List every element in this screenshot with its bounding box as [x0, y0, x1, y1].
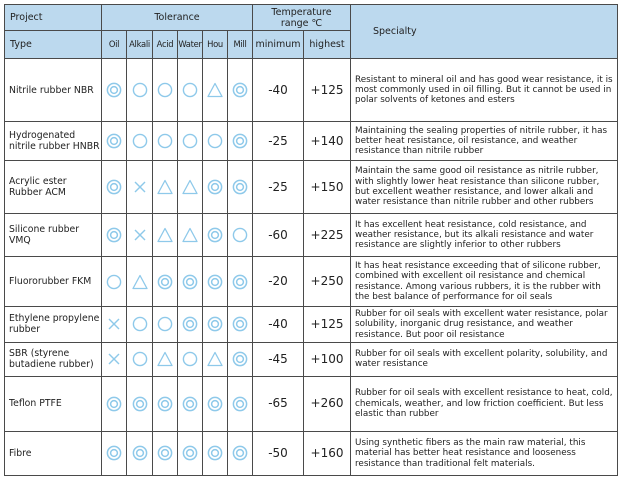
cross-icon — [133, 228, 147, 242]
temperature-highest: +250 — [304, 257, 351, 307]
table-row — [5, 161, 618, 214]
circle-icon — [157, 133, 173, 149]
triangle-icon — [157, 227, 173, 243]
cross-icon — [107, 352, 121, 366]
tolerance-cell-alkali — [127, 161, 153, 214]
double-circle-icon — [157, 274, 173, 290]
temperature-highest: +225 — [304, 214, 351, 257]
tolerance-cell-acid — [153, 161, 178, 214]
tolerance-cell-hou — [203, 431, 228, 475]
tolerance-cell-hou — [203, 214, 228, 257]
tolerance-cell-acid — [153, 342, 178, 376]
circle-icon — [132, 351, 148, 367]
header-type: Type — [5, 31, 102, 59]
triangle-icon — [207, 82, 223, 98]
tolerance-cell-alkali — [127, 257, 153, 307]
triangle-icon — [207, 351, 223, 367]
tolerance-cell-hou — [203, 307, 228, 343]
tolerance-cell-acid — [153, 214, 178, 257]
double-circle-icon — [106, 227, 122, 243]
tolerance-cell-mill — [228, 161, 253, 214]
tolerance-cell-oil — [102, 59, 127, 122]
header-alkali: Alkali — [127, 31, 153, 59]
temperature-highest: +125 — [304, 59, 351, 122]
double-circle-icon — [232, 351, 248, 367]
header-tolerance: Tolerance — [102, 5, 253, 31]
double-circle-icon — [106, 179, 122, 195]
tolerance-cell-hou — [203, 122, 228, 161]
temperature-minimum: -40 — [253, 307, 304, 343]
specialty-text: It has excellent heat resistance, cold resistance, and weather resistance, but its alkali resistance and water resistance are slightly inferior to other rubbers — [351, 214, 618, 257]
material-type: Nitrile rubber NBR — [5, 59, 102, 122]
circle-icon — [132, 316, 148, 332]
double-circle-icon — [157, 445, 173, 461]
material-type: Fluororubber FKM — [5, 257, 102, 307]
tolerance-cell-water — [178, 257, 203, 307]
tolerance-cell-acid — [153, 257, 178, 307]
tolerance-cell-hou — [203, 257, 228, 307]
circle-icon — [157, 316, 173, 332]
tolerance-cell-water — [178, 59, 203, 122]
double-circle-icon — [106, 396, 122, 412]
temperature-highest: +140 — [304, 122, 351, 161]
header-hou: Hou — [203, 31, 228, 59]
material-type: Acrylic ester Rubber ACM — [5, 161, 102, 214]
circle-icon — [207, 133, 223, 149]
double-circle-icon — [157, 396, 173, 412]
tolerance-cell-acid — [153, 376, 178, 431]
tolerance-cell-alkali — [127, 59, 153, 122]
table-row — [5, 307, 618, 343]
temperature-minimum: -20 — [253, 257, 304, 307]
tolerance-cell-alkali — [127, 431, 153, 475]
tolerance-cell-oil — [102, 376, 127, 431]
circle-icon — [182, 133, 198, 149]
double-circle-icon — [106, 82, 122, 98]
double-circle-icon — [232, 179, 248, 195]
specialty-text: It has heat resistance exceeding that of silicone rubber, combined with excellent oil resistance and chemical resistance. Among various rubbers, it is the rubber with the best balance of performance for oil seals — [351, 257, 618, 307]
tolerance-cell-mill — [228, 214, 253, 257]
temperature-highest: +100 — [304, 342, 351, 376]
double-circle-icon — [207, 316, 223, 332]
material-type: Hydrogenated nitrile rubber HNBR — [5, 122, 102, 161]
cross-icon — [107, 317, 121, 331]
temperature-highest: +260 — [304, 376, 351, 431]
temperature-minimum: -25 — [253, 122, 304, 161]
header-minimum: minimum — [253, 31, 304, 59]
tolerance-cell-oil — [102, 214, 127, 257]
tolerance-cell-acid — [153, 122, 178, 161]
tolerance-cell-mill — [228, 307, 253, 343]
double-circle-icon — [106, 445, 122, 461]
tolerance-cell-hou — [203, 376, 228, 431]
material-type: Fibre — [5, 431, 102, 475]
specialty-text: Using synthetic fibers as the main raw material, this material has better heat resistance and looseness resistance than traditional felt materials. — [351, 431, 618, 475]
temperature-highest: +150 — [304, 161, 351, 214]
temperature-highest: +160 — [304, 431, 351, 475]
material-type: Ethylene propylene rubber — [5, 307, 102, 343]
tolerance-cell-mill — [228, 257, 253, 307]
tolerance-cell-acid — [153, 431, 178, 475]
specialty-text: Maintaining the sealing properties of nitrile rubber, it has better heat resistance, oil resistance, and weather resistance than nitrile rubber — [351, 122, 618, 161]
double-circle-icon — [182, 396, 198, 412]
header-temperature — [253, 5, 351, 31]
triangle-icon — [182, 179, 198, 195]
temperature-minimum: -40 — [253, 59, 304, 122]
temperature-minimum: -50 — [253, 431, 304, 475]
tolerance-cell-hou — [203, 342, 228, 376]
header-specialty: Specialty — [351, 5, 618, 59]
header-oil: Oil — [102, 31, 127, 59]
specialty-text: Resistant to mineral oil and has good wear resistance, it is most commonly used in oil filling. But it cannot be used in polar solvents of ketones and esters — [351, 59, 618, 122]
header-highest: highest — [304, 31, 351, 59]
double-circle-icon — [106, 133, 122, 149]
tolerance-cell-alkali — [127, 214, 153, 257]
circle-icon — [182, 82, 198, 98]
tolerance-cell-mill — [228, 376, 253, 431]
double-circle-icon — [207, 396, 223, 412]
header-temperature-line2: range ℃ — [280, 17, 323, 29]
tolerance-cell-oil — [102, 161, 127, 214]
table-row — [5, 214, 618, 257]
temperature-highest: +125 — [304, 307, 351, 343]
triangle-icon — [157, 179, 173, 195]
table-row — [5, 59, 618, 122]
tolerance-cell-alkali — [127, 376, 153, 431]
double-circle-icon — [232, 445, 248, 461]
header-mill: Mill — [228, 31, 253, 59]
circle-icon — [232, 227, 248, 243]
table-row — [5, 431, 618, 475]
temperature-minimum: -60 — [253, 214, 304, 257]
double-circle-icon — [232, 396, 248, 412]
double-circle-icon — [232, 133, 248, 149]
tolerance-cell-water — [178, 431, 203, 475]
tolerance-cell-acid — [153, 59, 178, 122]
specialty-text: Rubber for oil seals with excellent water resistance, polar solubility, inorganic drug resistance, and weather resistance. But poor oil resistance — [351, 307, 618, 343]
tolerance-cell-water — [178, 214, 203, 257]
double-circle-icon — [207, 445, 223, 461]
double-circle-icon — [132, 396, 148, 412]
double-circle-icon — [232, 82, 248, 98]
specialty-text: Maintain the same good oil resistance as nitrile rubber, with slightly lower heat resistance than silicone rubber, but excellent weather resistance, and lower alkali and water resistance than nitrile rubber and other rubbers — [351, 161, 618, 214]
header-project: Project — [5, 5, 102, 31]
triangle-icon — [182, 227, 198, 243]
tolerance-cell-mill — [228, 59, 253, 122]
tolerance-cell-oil — [102, 342, 127, 376]
tolerance-cell-oil — [102, 122, 127, 161]
rubber-material-table — [4, 4, 618, 476]
triangle-icon — [157, 351, 173, 367]
material-type: Silicone rubber VMQ — [5, 214, 102, 257]
tolerance-cell-alkali — [127, 342, 153, 376]
double-circle-icon — [207, 227, 223, 243]
table-body — [5, 59, 618, 476]
circle-icon — [182, 351, 198, 367]
material-type: SBR (styrene butadiene rubber) — [5, 342, 102, 376]
header-water: Water — [178, 31, 203, 59]
tolerance-cell-mill — [228, 122, 253, 161]
triangle-icon — [132, 274, 148, 290]
tolerance-cell-hou — [203, 161, 228, 214]
tolerance-cell-water — [178, 342, 203, 376]
table-row — [5, 376, 618, 431]
header-acid: Acid — [153, 31, 178, 59]
circle-icon — [132, 133, 148, 149]
specialty-text: Rubber for oil seals with excellent resistance to heat, cold, chemicals, weather, and low friction coefficient. But less elastic than rubber — [351, 376, 618, 431]
temperature-minimum: -65 — [253, 376, 304, 431]
double-circle-icon — [207, 274, 223, 290]
header-temperature-line1: Temperature — [271, 6, 332, 18]
circle-icon — [106, 274, 122, 290]
table-row — [5, 342, 618, 376]
temperature-minimum: -25 — [253, 161, 304, 214]
tolerance-cell-hou — [203, 59, 228, 122]
double-circle-icon — [232, 316, 248, 332]
tolerance-cell-oil — [102, 307, 127, 343]
tolerance-cell-water — [178, 307, 203, 343]
tolerance-cell-acid — [153, 307, 178, 343]
tolerance-cell-alkali — [127, 122, 153, 161]
material-type: Teflon PTFE — [5, 376, 102, 431]
tolerance-cell-mill — [228, 431, 253, 475]
table-row — [5, 257, 618, 307]
double-circle-icon — [207, 179, 223, 195]
tolerance-cell-water — [178, 122, 203, 161]
circle-icon — [132, 82, 148, 98]
tolerance-cell-water — [178, 161, 203, 214]
double-circle-icon — [182, 274, 198, 290]
tolerance-cell-oil — [102, 257, 127, 307]
circle-icon — [157, 82, 173, 98]
double-circle-icon — [182, 316, 198, 332]
specialty-text: Rubber for oil seals with excellent polarity, solubility, and water resistance — [351, 342, 618, 376]
double-circle-icon — [182, 445, 198, 461]
double-circle-icon — [232, 274, 248, 290]
tolerance-cell-alkali — [127, 307, 153, 343]
tolerance-cell-oil — [102, 431, 127, 475]
cross-icon — [133, 180, 147, 194]
tolerance-cell-mill — [228, 342, 253, 376]
table-row — [5, 122, 618, 161]
double-circle-icon — [132, 445, 148, 461]
tolerance-cell-water — [178, 376, 203, 431]
temperature-minimum: -45 — [253, 342, 304, 376]
